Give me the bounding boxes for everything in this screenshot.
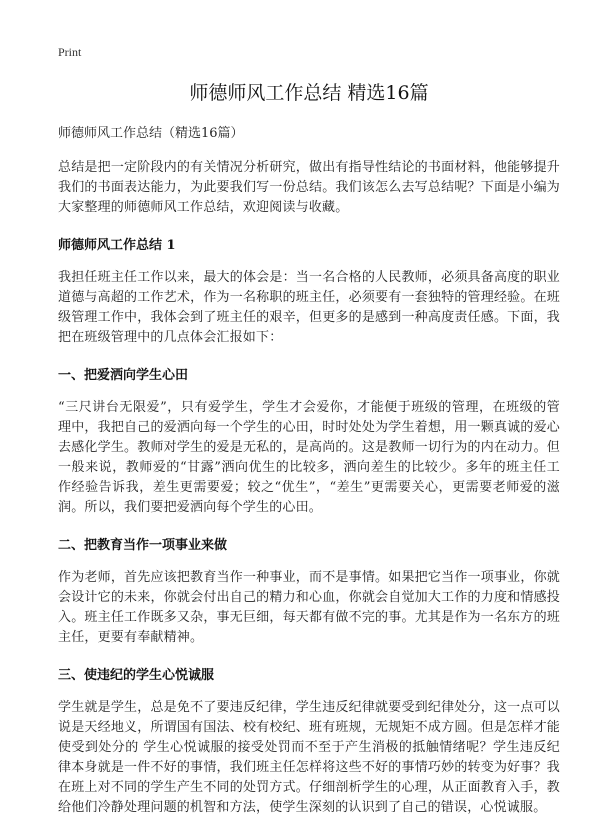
- section-body-3: 学生就是学生，总是免不了要违反纪律，学生违反纪律就要受到纪律处分，这一点可以说是天经地义，所谓国有国法、校有校纪、班有班规，无规矩不成方圆。但是怎样才能使受到处分的 学生心悦诚服的接受处罚而不至于产生消极的抵触情绪呢？学生违反纪律本身就是一件不好的事情，我们班主任怎样将这些不好的事情巧妙的转变为好事？我在班上对不同的学生产生不同的处罚方式。仔细剖析学生的心理，从正面教育入手，教给他们冷静处理问题的机智和方法，使学生深刻的认识到了自己的错误，心悦诚服。: [58, 700, 560, 815]
- article-opening-paragraph: 我担任班主任工作以来，最大的体会是：当一名合格的人民教师，必须具备高度的职业道德与高超的工作艺术，作为一名称职的班主任，必须要有一套独特的管理经验。在班级管理工作中，我体会到了班主任的艰辛，但更多的是感到一种高度责任感。下面，我把在班级管理中的几点体会汇报如下：: [58, 270, 560, 345]
- section-body-1: “三尺讲台无限爱”，只有爱学生，学生才会爱你，才能便于班级的管理，在班级的管理中，我把自己的爱洒向每一个学生的心田，时时处处为学生着想，用一颗真诚的爱心去感化学生。教师对学生的爱是无私的，是高尚的。这是教师一切行为的内在动力。但一般来说，教师爱的“甘露”洒向优生的比较多，洒向差生的比较少。多年的班主任工作经验告诉我，差生更需要爱；较之“优生”，“差生”更需要关心，更需要老师爱的滋润。所以，我们要把爱洒向每个学生的心田。: [58, 400, 560, 515]
- intro-paragraph: 总结是把一定阶段内的有关情况分析研究，做出有指导性结论的书面材料，他能够提升我们的书面表达能力，为此要我们写一份总结。我们该怎么去写总结呢？下面是小编为大家整理的师德师风工作总结，欢迎阅读与收藏。: [58, 160, 560, 215]
- section-heading-1: 一、把爱洒向学生心田: [58, 368, 189, 383]
- section-heading-3: 三、使违纪的学生心悦诚服: [58, 668, 215, 683]
- document-subtitle: 师德师风工作总结（精选16篇）: [58, 126, 244, 141]
- section-body-2: 作为老师，首先应该把教育当作一种事业，而不是事情。如果把它当作一项事业，你就会设计它的未来，你就会付出自己的精力和心血，你就会自觉加大工作的力度和情感投入。班主任工作既多又杂，事无巨细，每天都有做不完的事。尤其是作为一名东方的班主任，更要有奉献精神。: [58, 570, 560, 645]
- article-heading: 师德师风工作总结 1: [58, 238, 176, 253]
- print-link[interactable]: Print: [58, 45, 82, 59]
- section-heading-2: 二、把教育当作一项事业来做: [58, 538, 228, 553]
- document-title: 师德师风工作总结 精选16篇: [189, 82, 429, 104]
